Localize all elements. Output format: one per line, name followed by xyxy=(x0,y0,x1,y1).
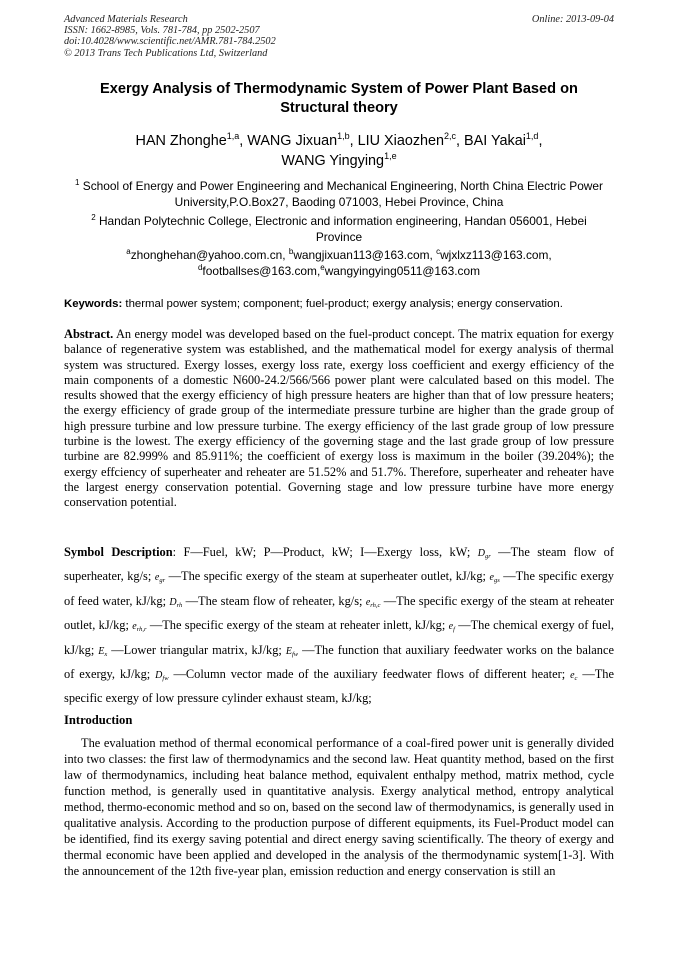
author-affiliation-mark: 1,d xyxy=(525,131,539,141)
symbol-text: —The steam flow of reheater, kg/s; xyxy=(182,593,366,608)
symbol-var: e xyxy=(365,596,371,608)
symbol-subscript: rh,r xyxy=(136,626,147,634)
symbol-math xyxy=(155,670,168,681)
keywords xyxy=(64,297,614,312)
email-line-2 xyxy=(64,263,614,279)
symbol-description xyxy=(64,541,614,711)
title-line-2: Structural theory xyxy=(280,100,398,116)
affiliation-number: 2 xyxy=(91,213,96,222)
symbol-subscript: gs xyxy=(493,577,500,585)
symbol-text: —The specific exergy of low pressure cylinder exhaust steam, kJ/kg; xyxy=(64,667,614,706)
author-separator: , xyxy=(538,133,543,149)
symbol-subscript: f xyxy=(453,626,455,634)
symbol-var: E xyxy=(98,645,105,657)
journal-header xyxy=(64,14,276,59)
email-c[interactable]: wjxlxz113@163.com, xyxy=(440,248,552,262)
issn-line: ISSN: 1662-8985, Vols. 781-784, pp 2502-2507 xyxy=(64,25,260,37)
author-separator: , xyxy=(349,133,358,149)
symbol-subscript: c xyxy=(574,675,578,683)
copyright-line: © 2013 Trans Tech Publications Ltd, Switzerland xyxy=(64,47,268,59)
affiliation-1-line-1 xyxy=(64,178,614,194)
paper-title xyxy=(70,80,608,118)
author-list xyxy=(70,131,608,171)
author-affiliation-mark: 1,e xyxy=(384,151,397,161)
symbol-text: —The function that auxiliary feedwater works on the balance of exergy, kJ/kg; xyxy=(64,642,614,682)
keywords-text: thermal power system; component; fuel-product; exergy analysis; energy conservation. xyxy=(125,298,563,310)
affiliation-number: 1 xyxy=(75,178,80,187)
author-name: LIU Xiaozhen xyxy=(357,133,445,149)
symbol-subscript: rh,c xyxy=(370,601,381,609)
abstract xyxy=(64,327,614,511)
email-b[interactable]: wangjixuan113@163.com, xyxy=(293,248,433,262)
keywords-label: Keywords: xyxy=(64,298,123,310)
author-affiliation-mark: 2,c xyxy=(444,131,457,141)
author-separator: , xyxy=(239,133,248,149)
symbol-text: —The specific exergy of the steam at reheater inlett, kJ/kg; xyxy=(146,618,449,633)
affiliation-1 xyxy=(64,178,614,210)
symbol-text: —The specific exergy of the steam at superheater outlet, kJ/kg; xyxy=(165,569,490,584)
symbol-subscript: fw xyxy=(291,650,299,658)
symbol-text: —The specific exergy of feed water, kJ/kg; xyxy=(64,569,615,608)
journal-name: Advanced Materials Research xyxy=(64,14,188,25)
symbol-math xyxy=(132,621,146,632)
symbol-subscript: rh xyxy=(176,601,183,609)
symbol-var: D xyxy=(169,596,177,608)
author-line-2 xyxy=(70,151,608,171)
author-name: WANG Yingying xyxy=(281,153,385,169)
symbol-math xyxy=(366,597,381,608)
title-line-1: Exergy Analysis of Thermodynamic System of Power Plant Based on xyxy=(100,81,578,97)
author-emails xyxy=(64,247,614,279)
introduction-heading: Introduction xyxy=(64,713,133,727)
symbol-subscript: x xyxy=(104,650,108,658)
author-separator: , xyxy=(456,133,465,149)
email-mark: c xyxy=(436,247,441,256)
symbol-var: e xyxy=(570,670,575,682)
symbol-subscript: gr xyxy=(484,553,491,560)
symbol-description-label: Symbol Description xyxy=(64,545,173,559)
symbol-var: D xyxy=(155,670,163,682)
author-affiliation-mark: 1,a xyxy=(226,131,240,141)
symbol-var: E xyxy=(285,645,292,657)
symbol-var: e xyxy=(154,572,160,584)
abstract-label: Abstract. xyxy=(64,327,114,341)
email-mark: e xyxy=(320,263,325,272)
symbol-text: —The chemical exergy of fuel, kJ/kg; xyxy=(64,618,614,657)
symbol-text: —The steam flow of superheater, kg/s; xyxy=(64,545,614,584)
symbol-var: e xyxy=(448,621,454,633)
email-mark: b xyxy=(288,247,294,256)
doi-line: doi:10.4028/www.scientific.net/AMR.781-784.2502 xyxy=(64,36,276,48)
symbol-var: e xyxy=(489,572,494,584)
symbol-math xyxy=(155,572,165,583)
symbol-var: D xyxy=(477,548,485,559)
email-a[interactable]: zhonghehan@yahoo.com.cn, xyxy=(130,248,286,262)
email-mark: d xyxy=(197,263,203,272)
author-name: BAI Yakai xyxy=(464,133,526,149)
affiliation-2 xyxy=(64,213,614,245)
symbol-math xyxy=(490,572,500,583)
email-e[interactable]: wangyingying0511@163.com xyxy=(324,264,481,278)
symbol-math xyxy=(478,548,491,559)
author-line-1 xyxy=(70,131,608,151)
symbol-text: —The specific exergy of the steam at reheater outlet, kJ/kg; xyxy=(64,593,614,633)
symbol-text: : F—Fuel, kW; P—Product, kW; I—Exergy loss, kW; xyxy=(172,545,478,559)
symbol-subscript: gr xyxy=(159,577,166,585)
affiliation-text: School of Energy and Power Engineering and Mechanical Engineering, North China Electric Power xyxy=(82,179,603,193)
symbol-var: e xyxy=(132,621,137,633)
symbol-subscript: fw xyxy=(162,675,169,683)
affiliation-1-line-2: University,P.O.Box27, Baoding 071003, Hebei Province, China xyxy=(174,195,504,209)
author-affiliation-mark: 1,b xyxy=(337,131,350,141)
affiliation-2-line-1 xyxy=(64,213,614,229)
symbol-math xyxy=(169,597,182,608)
abstract-text: An energy model was developed based on the fuel-product concept. The matrix equation for exergy balance of regenerative system was established, and the mathematical model for exergy analysis of thermal system was structured. Exergy losses, exergy loss rate, exergy loss coefficient and exergy efficiency of the main components of a domestic N600-24.2/566/566 power plant were calculated based on this model. The results showed that the exergy efficiency of high pressure heaters are higher than that of low pressure heaters; the exergy efficiency of grade group of the intermediate pressure turbine are higher than the grade group of high pressure turbine and low pressure turbine. The exergy efficiency of the last grade group of low pressure turbine is the lowest. The exergy efficiency of the governing stage and the last grade group of low pressure turbine are 82.999% and 85.911%; the coefficient of exergy loss is maximum in the boiler (39.204%); the exergy effciency of superheater and reheater are 51.52% and 51.7%. Therefore, superheater and reheater have the largest energy conservation potential. Governing stage and low pressure turbine have more energy conservation potential. xyxy=(64,327,614,510)
author-name: HAN Zhonghe xyxy=(135,133,227,149)
symbol-math xyxy=(286,646,298,657)
email-line-1 xyxy=(64,247,614,263)
affiliation-2-line-2: Province xyxy=(315,230,363,244)
symbol-text: —Column vector made of the auxiliary feedwater flows of different heater; xyxy=(168,667,571,682)
introduction-body: The evaluation method of thermal economical performance of a coal-fired power unit is generally divided into two classes: the first law of thermodynamics and the second law. Heat quantity method, based on the first law of thermodynamics, including heat balance method, equivalent enthalpy method, matrix method, cycle function method, is generally used in quantitative analysis. Exergy analytical method, entropy analytical method, thermo-economic method and so on, based on the second law of thermodynamics, is generally used in qualitative analysis. According to the production purpose of different equipments, its Fuel-Product model can be identified, find its exergy saving potential and direct energy saving scientifically. The theory of exergy and thermal economic have been applied and developed in the analysis of the thermodynamic system[1-3]. With the announcement of the 12th five-year plan, emission reduction and energy conservation is still an xyxy=(64,736,614,878)
email-d[interactable]: footballses@163.com, xyxy=(202,264,321,278)
online-date: Online: 2013-09-04 xyxy=(531,14,614,25)
symbol-math xyxy=(98,646,107,657)
email-mark: a xyxy=(126,247,131,256)
symbol-text: —Lower triangular matrix, kJ/kg; xyxy=(107,642,286,657)
author-name: WANG Jixuan xyxy=(247,133,338,149)
affiliation-text: Handan Polytechnic College, Electronic and information engineering, Handan 056001, Hebei xyxy=(98,214,587,228)
